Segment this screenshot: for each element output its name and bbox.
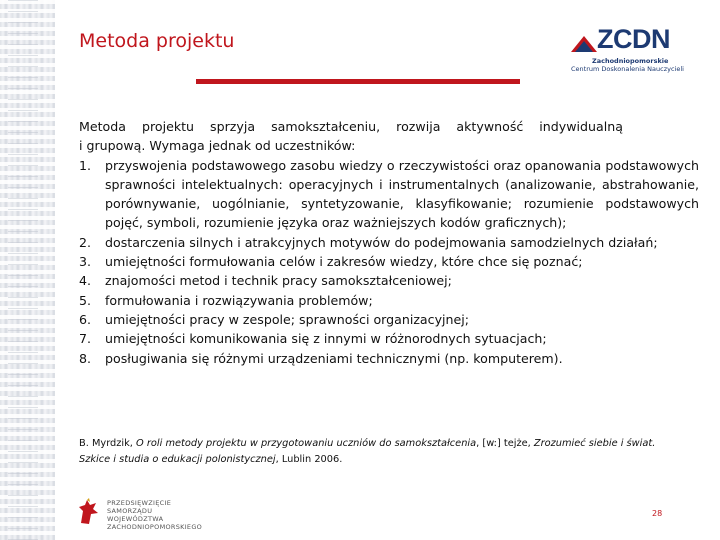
decorative-handwriting-strip [0, 0, 55, 540]
list-item: 2. dostarczenia silnych i atrakcyjnych motywów do podejmowania samodzielnych działań; [79, 234, 658, 250]
list-item: 1. przyswojenia podstawowego zasobu wiedzy o rzeczywistości oraz opanowania podstawowych sprawności intelektualnych: operacyjnych i instrumentalnych (analizowanie, abstrahowanie, porównywanie, uogólnianie, syntetyzowanie, klasyfikowanie; rozumienie podstawowych pojęć, symboli, rozumienie języka oraz ważniejszych kodów graficznych); [79, 157, 699, 231]
page-title: Metoda projektu [79, 30, 235, 52]
list-item: 5. formułowania i rozwiązywania problemów; [79, 292, 373, 308]
list-item: 6. umiejętności pracy w zespole; sprawności organizacyjnej; [79, 311, 469, 327]
logo-subtitle-1: Zachodniopomorskie [592, 57, 669, 65]
zcdn-logo-icon [571, 30, 597, 56]
title-underline-bar [196, 79, 520, 84]
zcdn-logo [571, 26, 683, 74]
intro-line-2: i grupową. Wymaga jednak od uczestników: [79, 138, 356, 154]
page-number: 28 [652, 509, 663, 518]
logo-text: ZCDN [597, 24, 670, 54]
intro-line-1: Metoda projektu sprzyja samokształceniu, rozwija aktywność indywidualną [79, 119, 623, 134]
list-item: 3. umiejętności formułowania celów i zakresów wiedzy, które chce się poznać; [79, 254, 583, 270]
regional-government-logo [77, 497, 207, 529]
bibliographic-reference: B. Myrdzik, O roli metody projektu w przygotowaniu uczniów do samokształcenia, [w:] tejże, Zrozumieć siebie i świat. Szkice i studia o edukacji polonistycznej, Lublin 2006. [79, 438, 656, 465]
griffin-emblem-icon [77, 497, 101, 527]
list-item: 8. posługiwania się różnymi urządzeniami technicznymi (np. komputerem). [79, 350, 563, 366]
list-item: 7. umiejętności komunikowania się z innymi w różnorodnych sytuacjach; [79, 331, 547, 347]
list-item: 4. znajomości metod i technik pracy samokształceniowej; [79, 273, 452, 289]
logo-subtitle-2: Centrum Doskonalenia Nauczycieli [571, 65, 684, 73]
bottom-logo-text: PRZEDSIĘWZIĘCIE SAMORZĄDU WOJEWÓDZTWA ZACHODNIOPOMORSKIEGO [107, 499, 203, 531]
main-content [79, 117, 699, 368]
intro-paragraph [79, 117, 699, 156]
requirements-list [79, 156, 699, 368]
